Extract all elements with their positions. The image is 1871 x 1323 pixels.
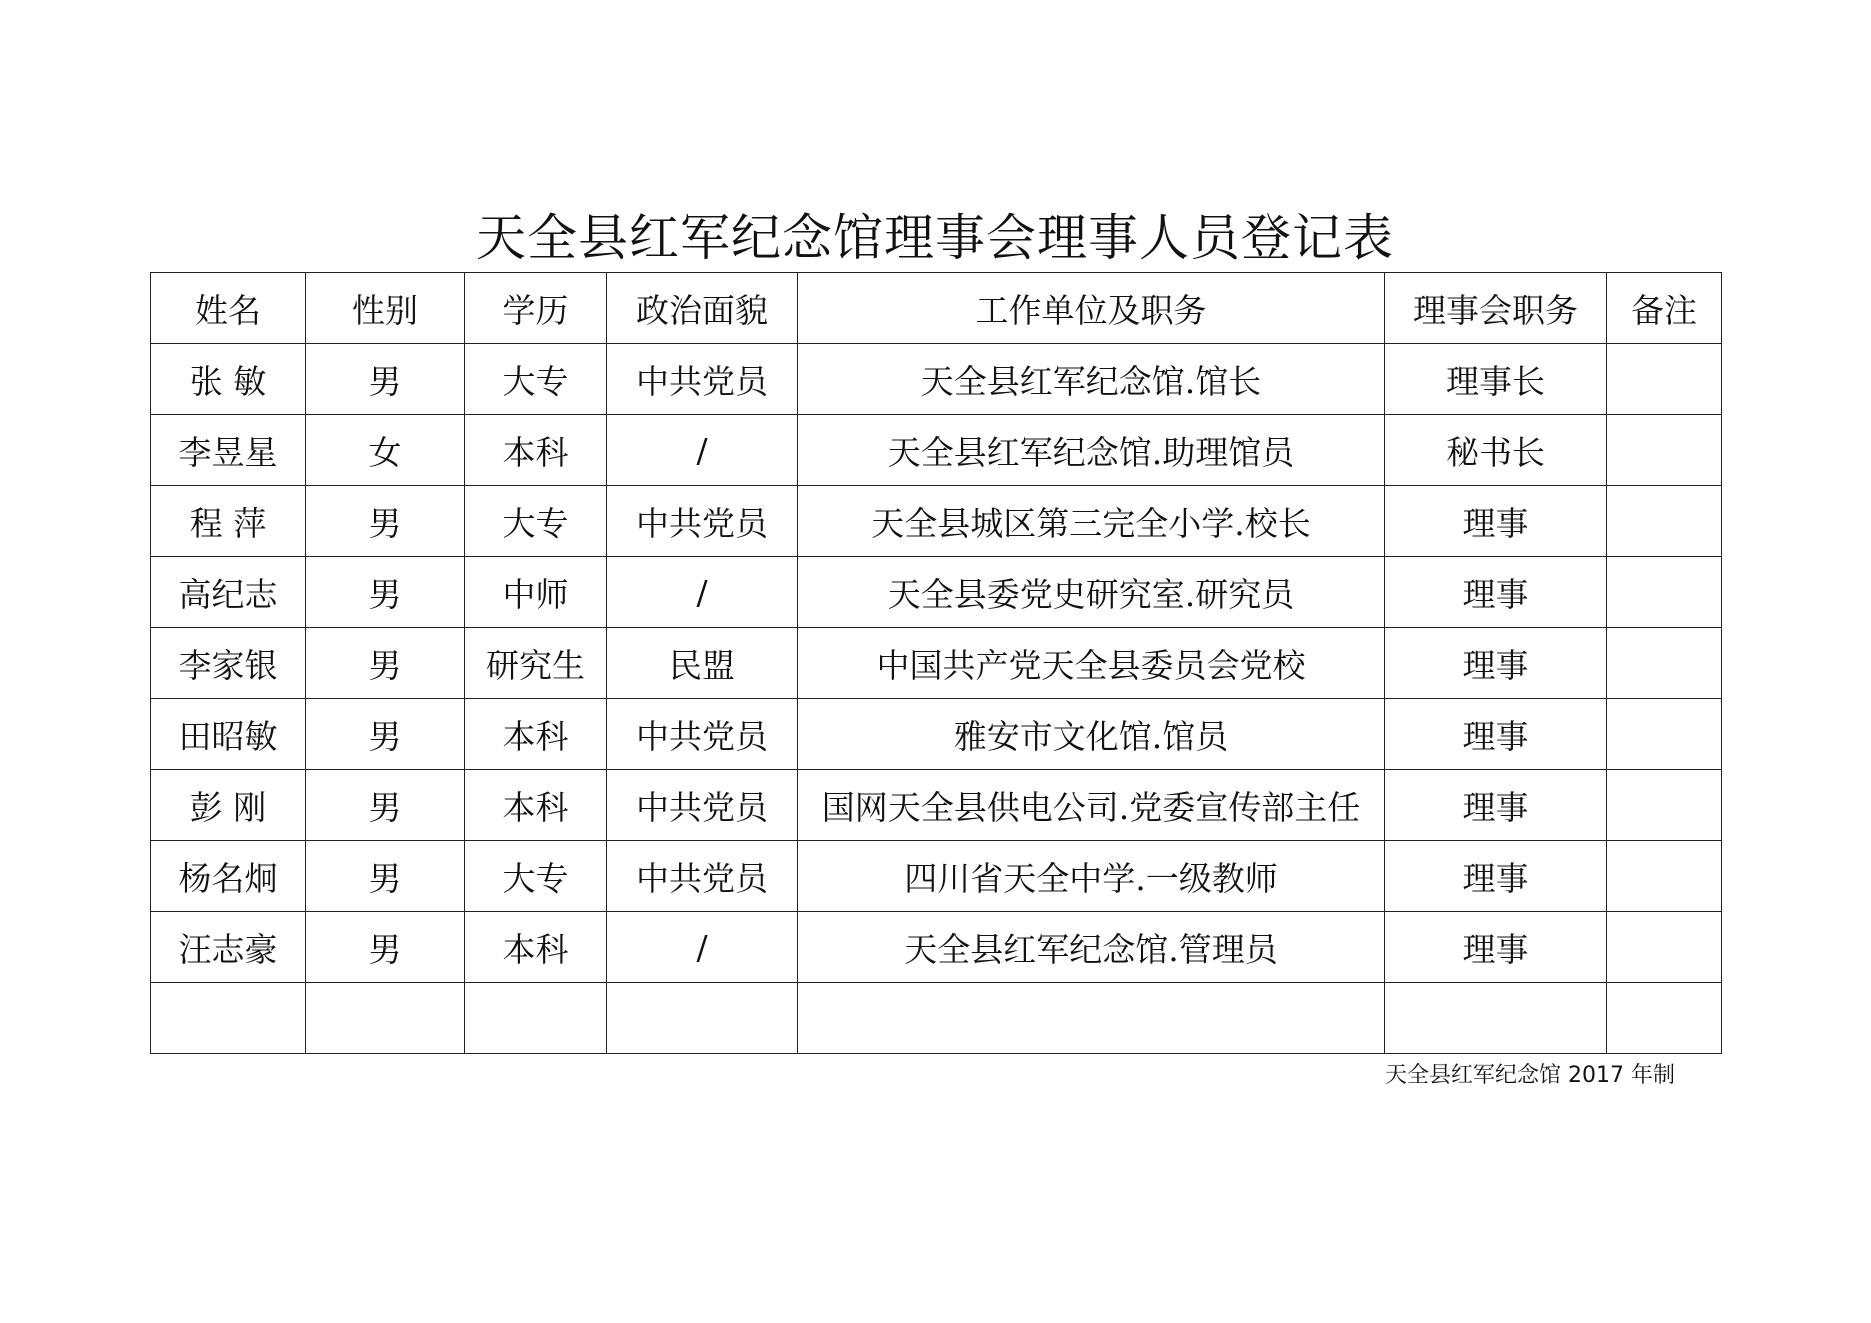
- cell-political-status: 中共党员: [607, 344, 798, 415]
- table-row: [151, 415, 1722, 486]
- table-row: [151, 344, 1722, 415]
- table-row-empty: [151, 983, 1722, 1054]
- cell-council-position: 理事: [1385, 841, 1607, 912]
- table-row: [151, 628, 1722, 699]
- cell-name: 汪志豪: [151, 912, 306, 983]
- cell-name: 李家银: [151, 628, 306, 699]
- cell-workplace-position: 雅安市文化馆.馆员: [798, 699, 1385, 770]
- cell-council-position: 理事: [1385, 486, 1607, 557]
- cell-political-status: 中共党员: [607, 486, 798, 557]
- cell-political-status: /: [607, 557, 798, 628]
- cell-workplace-position: [798, 983, 1385, 1054]
- table-header-row: [151, 273, 1722, 344]
- cell-gender: 男: [306, 841, 465, 912]
- cell-gender: [306, 983, 465, 1054]
- cell-political-status: 中共党员: [607, 699, 798, 770]
- cell-political-status: /: [607, 415, 798, 486]
- cell-council-position: 理事: [1385, 699, 1607, 770]
- cell-workplace-position: 国网天全县供电公司.党委宣传部主任: [798, 770, 1385, 841]
- cell-name: 田昭敏: [151, 699, 306, 770]
- cell-political-status: 中共党员: [607, 841, 798, 912]
- cell-gender: 男: [306, 344, 465, 415]
- cell-remarks: [1607, 415, 1722, 486]
- table-row: [151, 557, 1722, 628]
- cell-education: 本科: [465, 699, 607, 770]
- cell-council-position: 秘书长: [1385, 415, 1607, 486]
- cell-gender: 女: [306, 415, 465, 486]
- cell-political-status: /: [607, 912, 798, 983]
- cell-education: 大专: [465, 486, 607, 557]
- cell-council-position: 理事: [1385, 628, 1607, 699]
- cell-education: 大专: [465, 841, 607, 912]
- header-council-position: 理事会职务: [1385, 273, 1607, 344]
- cell-gender: 男: [306, 699, 465, 770]
- cell-council-position: 理事: [1385, 770, 1607, 841]
- cell-education: 中师: [465, 557, 607, 628]
- cell-education: 本科: [465, 415, 607, 486]
- header-gender: 性别: [306, 273, 465, 344]
- register-table-container: [150, 272, 1722, 1054]
- header-workplace-position: 工作单位及职务: [798, 273, 1385, 344]
- cell-workplace-position: 天全县红军纪念馆.管理员: [798, 912, 1385, 983]
- cell-workplace-position: 天全县城区第三完全小学.校长: [798, 486, 1385, 557]
- cell-political-status: 中共党员: [607, 770, 798, 841]
- cell-workplace-position: 中国共产党天全县委员会党校: [798, 628, 1385, 699]
- cell-remarks: [1607, 912, 1722, 983]
- register-table: [150, 272, 1722, 1054]
- cell-council-position: 理事: [1385, 557, 1607, 628]
- cell-gender: 男: [306, 770, 465, 841]
- cell-workplace-position: 四川省天全中学.一级教师: [798, 841, 1385, 912]
- footer-note: 天全县红军纪念馆 2017 年制: [1385, 1063, 1675, 1088]
- cell-council-position: 理事长: [1385, 344, 1607, 415]
- cell-workplace-position: 天全县红军纪念馆.馆长: [798, 344, 1385, 415]
- cell-remarks: [1607, 628, 1722, 699]
- cell-name: 程 萍: [151, 486, 306, 557]
- header-education: 学历: [465, 273, 607, 344]
- cell-council-position: [1385, 983, 1607, 1054]
- cell-name: 李昱星: [151, 415, 306, 486]
- cell-workplace-position: 天全县委党史研究室.研究员: [798, 557, 1385, 628]
- cell-gender: 男: [306, 628, 465, 699]
- cell-education: 本科: [465, 770, 607, 841]
- cell-remarks: [1607, 486, 1722, 557]
- cell-remarks: [1607, 770, 1722, 841]
- cell-name: 张 敏: [151, 344, 306, 415]
- cell-education: 本科: [465, 912, 607, 983]
- cell-name: 杨名炯: [151, 841, 306, 912]
- cell-remarks: [1607, 344, 1722, 415]
- document-title: 天全县红军纪念馆理事会理事人员登记表: [476, 209, 1394, 267]
- cell-remarks: [1607, 557, 1722, 628]
- cell-political-status: [607, 983, 798, 1054]
- cell-gender: 男: [306, 557, 465, 628]
- table-row: [151, 841, 1722, 912]
- header-name: 姓名: [151, 273, 306, 344]
- header-remarks: 备注: [1607, 273, 1722, 344]
- cell-remarks: [1607, 983, 1722, 1054]
- cell-remarks: [1607, 841, 1722, 912]
- table-row: [151, 486, 1722, 557]
- cell-education: [465, 983, 607, 1054]
- cell-gender: 男: [306, 912, 465, 983]
- cell-workplace-position: 天全县红军纪念馆.助理馆员: [798, 415, 1385, 486]
- cell-name: [151, 983, 306, 1054]
- cell-name: 彭 刚: [151, 770, 306, 841]
- table-row: [151, 912, 1722, 983]
- cell-political-status: 民盟: [607, 628, 798, 699]
- cell-remarks: [1607, 699, 1722, 770]
- cell-gender: 男: [306, 486, 465, 557]
- header-political-status: 政治面貌: [607, 273, 798, 344]
- table-row: [151, 699, 1722, 770]
- cell-education: 研究生: [465, 628, 607, 699]
- cell-name: 高纪志: [151, 557, 306, 628]
- cell-education: 大专: [465, 344, 607, 415]
- table-row: [151, 770, 1722, 841]
- cell-council-position: 理事: [1385, 912, 1607, 983]
